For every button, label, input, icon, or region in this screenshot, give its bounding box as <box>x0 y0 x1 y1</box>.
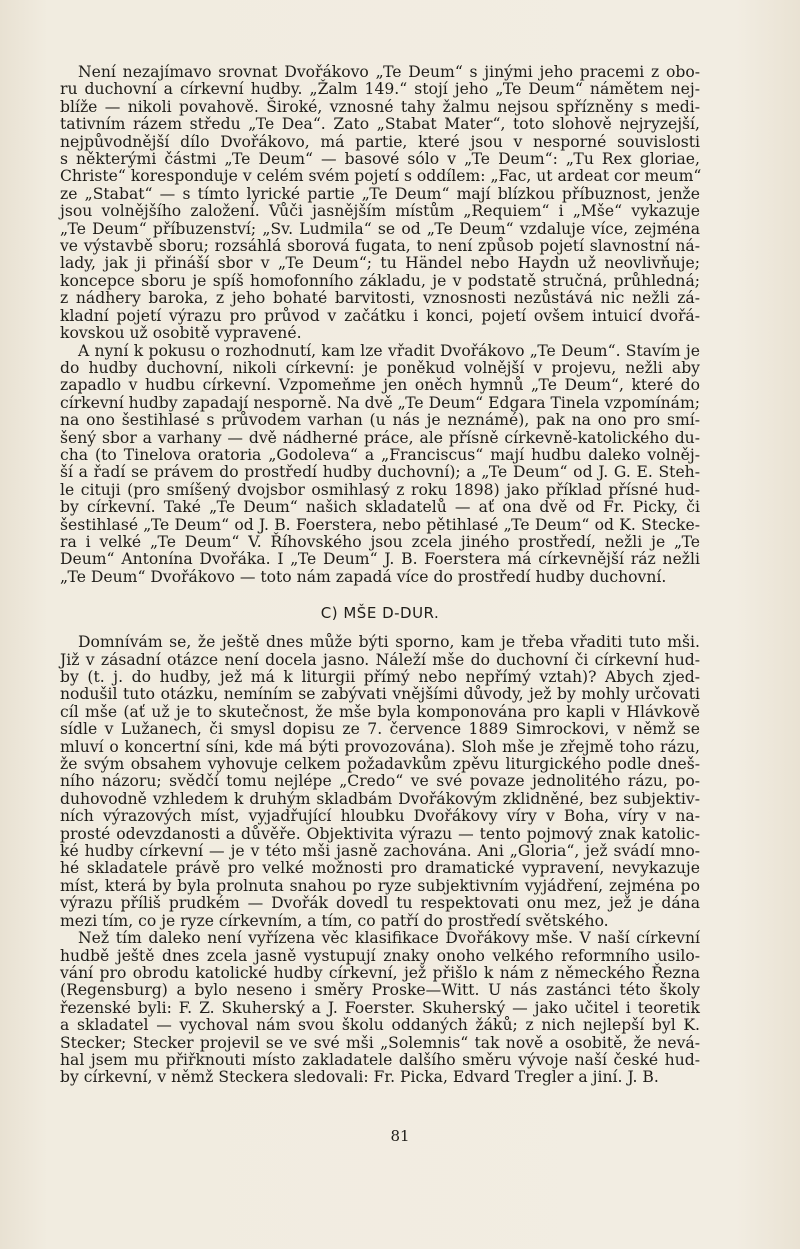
text-line: šený sbor a varhany — dvě nádherné práce, ale přísně církevně-katolického du- <box>60 428 700 447</box>
text-line: mezi tím, co je ryze církevním, a tím, co patří do prostředí světského. <box>60 911 609 930</box>
paragraph-te-deum-comparison <box>60 64 700 343</box>
text-line: mluví o koncertní síni, kde má býti provozována). Sloh mše je zřejmě toho rázu, <box>60 737 700 756</box>
text-line: církevní hudby zapadají nesporně. Na dvě „Te Deum“ Edgara Tinela vzpomínám; <box>60 393 700 412</box>
text-line: ních výrazových míst, vyjadřující hloubku Dvořákovy víry v Boha, víry v na- <box>60 807 700 826</box>
text-line: Než tím daleko není vyřízena věc klasifikace Dvořákovy mše. V naší církevní <box>78 929 700 948</box>
text-line: sídle v Lužanech, či smysl dopisu ze 7. července 1889 Simrockovi, v němž se <box>60 720 700 739</box>
text-line: na ono šestihlasé s průvodem varhan (u nás je neznámé), pak na ono pro smí- <box>60 411 700 430</box>
text-line: Stecker; Stecker projevil se ve své mši „Solemnis“ tak nově a osobitě, že nevá- <box>60 1033 700 1052</box>
text-line: s některými částmi „Te Deum“ — basové sólo v „Te Deum“: „Tu Rex gloriae, <box>60 150 700 169</box>
text-line: hudbě ještě dnes zcela jasně vystupují znaky onoho velkého reformního usilo- <box>60 946 700 965</box>
text-line: Již v zásadní otázce není docela jasno. Náleží mše do duchovní či církevní hud- <box>60 650 700 669</box>
text-line: by (t. j. do hudby, jež má k liturgii přímý nebo nepřímý vztah)? Abych zjed- <box>60 668 700 686</box>
text-line: Domnívám se, že ještě dnes může býti sporno, kam je třeba vřaditi tuto mši. <box>78 633 700 652</box>
text-line: šestihlasé „Te Deum“ od J. B. Foerstera, nebo pětihlasé „Te Deum“ od K. Stecke- <box>60 515 700 534</box>
text-line: ší a řadí se právem do prostředí hudby duchovní); a „Te Deum“ od J. G. E. Steh- <box>60 463 700 482</box>
text-line: do hudby duchovní, nikoli církevní: je poněkud volnější v projevu, nežli aby <box>60 358 700 377</box>
text-line: „Te Deum“ Dvořákovo — toto nám zapadá více do prostředí hudby duchovní. <box>60 567 667 586</box>
text-line: tativním rázem středu „Te Dea“. Zato „Stabat Mater“, toto slohově nejryzejší, <box>60 115 700 134</box>
text-line: le cituji (pro smíšený dvojsbor osmihlasý z roku 1898) jako příklad přísné hud- <box>60 480 700 499</box>
text-line: hé skladatele právě pro velké možnosti pro dramatické vypravení, nevykazuje <box>60 859 700 878</box>
text-line: řezenské byli: F. Z. Skuherský a J. Foerster. Skuherský — jako učitel i teoretik <box>60 998 700 1017</box>
text-line: „Te Deum“ příbuzenství; „Sv. Ludmila“ se od „Te Deum“ vzdaluje více, zejména <box>60 219 700 238</box>
paragraph-regensburg-reform <box>60 930 700 1087</box>
text-line: vání pro obrodu katolické hudby církevní, jež přišlo k nám z německého Řezna <box>60 963 700 982</box>
text-line: výrazu příliš prudkém — Dvořák dovedl tu respektovati onu mez, jež je dána <box>60 894 700 913</box>
text-line: Není nezajímavo srovnat Dvořákovo „Te Deum“ s jinými jeho pracemi z obo- <box>78 63 700 81</box>
text-line: prosté odevzdanosti a důvěře. Objektivita výrazu — tento pojmový znak katolic- <box>60 824 700 843</box>
text-line: duhovodně vzhledem k druhým skladbám Dvořákovým zklidněné, bez subjektiv- <box>60 789 700 808</box>
text-line: ké hudby církevní — je v této mši jasně zachována. Ani „Gloria“, jež svádí mno- <box>60 842 700 861</box>
text-line: koncepce sboru je spíš homofonního základu, je v podstatě stručná, průhledná; <box>60 271 700 290</box>
text-line: míst, která by byla prolnuta snahou po ryze subjektivním vyjádření, zejména po <box>60 876 700 895</box>
text-line: ze „Stabat“ — s tímto lyrické partie „Te Deum“ mají blízkou příbuznost, jenže <box>60 184 700 203</box>
text-line: by církevní, v němž Steckera sledovali: Fr. Picka, Edvard Tregler a jiní. J. B. <box>60 1068 659 1087</box>
section-heading: C) MŠE D-DUR. <box>320 604 440 623</box>
text-line: ního názoru; svědčí tomu nejlépe „Credo“ ve své povaze jednolitého rázu, po- <box>60 772 700 791</box>
text-line: cha (to Tinelova oratoria „Godoleva“ a „Franciscus“ mají hudbu daleko volněj- <box>60 445 700 464</box>
text-line: ve výstavbě sboru; rozsáhlá sborová fugata, to není způsob pojetí slavnostní ná- <box>60 237 700 256</box>
text-line: cíl mše (ať už je to skutečnost, že mše byla komponována pro kapli v Hlávkově <box>60 702 700 721</box>
page-content <box>60 64 700 1087</box>
text-line: kladní pojetí výrazu pro průvod v začátku i konci, pojetí ovšem intuicí dvořá- <box>60 306 700 325</box>
text-line: Christe“ koresponduje v celém svém pojetí s oddílem: „Fac, ut ardeat cor meum“ <box>60 167 702 186</box>
paragraph-te-deum-classification <box>60 343 700 587</box>
text-line: Deum“ Antonína Dvořáka. I „Te Deum“ J. B. Foerstera má církevnější ráz nežli <box>60 550 700 569</box>
text-line: nejpůvodnější dílo Dvořákovo, má partie, které jsou v nesporné souvislosti <box>60 132 700 151</box>
text-line: jsou volnějšího založení. Vůči jasnějším místům „Requiem“ i „Mše“ vykazuje <box>60 202 700 221</box>
text-line: by církevní. Také „Te Deum“ našich skladatelů — ať ona dvě od Fr. Picky, či <box>60 498 700 517</box>
text-line: hal jsem mu přiřknouti místo zakladatele dalšího směru vývoje naší české hud- <box>60 1050 700 1069</box>
text-line: že svým obsahem vyhovuje celkem požadavkům zpěvu liturgického podle dneš- <box>60 755 700 774</box>
paragraph-mass-classification <box>60 634 700 930</box>
text-line: ra i velké „Te Deum“ V. Říhovského jsou zcela jiného prostředí, nežli je „Te <box>60 532 700 551</box>
text-line: zapadlo v hudbu církevní. Vzpomeňme jen oněch hymnů „Te Deum“, které do <box>60 376 700 395</box>
text-line: kovskou už osobitě vypravené. <box>60 324 302 343</box>
text-line: (Regensburg) a bylo neseno i směry Proske—Witt. U nás zastánci této školy <box>60 981 700 1000</box>
text-line: z nádhery baroka, z jeho bohaté barvitosti, vznosnosti nezůstává nic nežli zá- <box>60 289 700 308</box>
text-line: ru duchovní a církevní hudby. „Žalm 149.“ stojí jeho „Te Deum“ námětem nej- <box>60 80 700 99</box>
text-line: nodušil tuto otázku, nemíním se zabývati vnějšími důvody, jež by mohly určovati <box>60 685 700 704</box>
text-line: lady, jak ji přináší sbor v „Te Deum“; tu Händel nebo Haydn už neovlivňuje; <box>60 254 700 273</box>
text-line: a skladatel — vychoval nám svou školu oddaných žáků; z nich nejlepší byl K. <box>60 1016 700 1035</box>
text-line: blíže — nikoli povahově. Široké, vznosné tahy žalmu nejsou spřízněny s medi- <box>60 97 700 116</box>
text-line: A nyní k pokusu o rozhodnutí, kam lze vřadit Dvořákovo „Te Deum“. Stavím je <box>78 341 700 360</box>
page-number: 81 <box>390 1127 410 1145</box>
